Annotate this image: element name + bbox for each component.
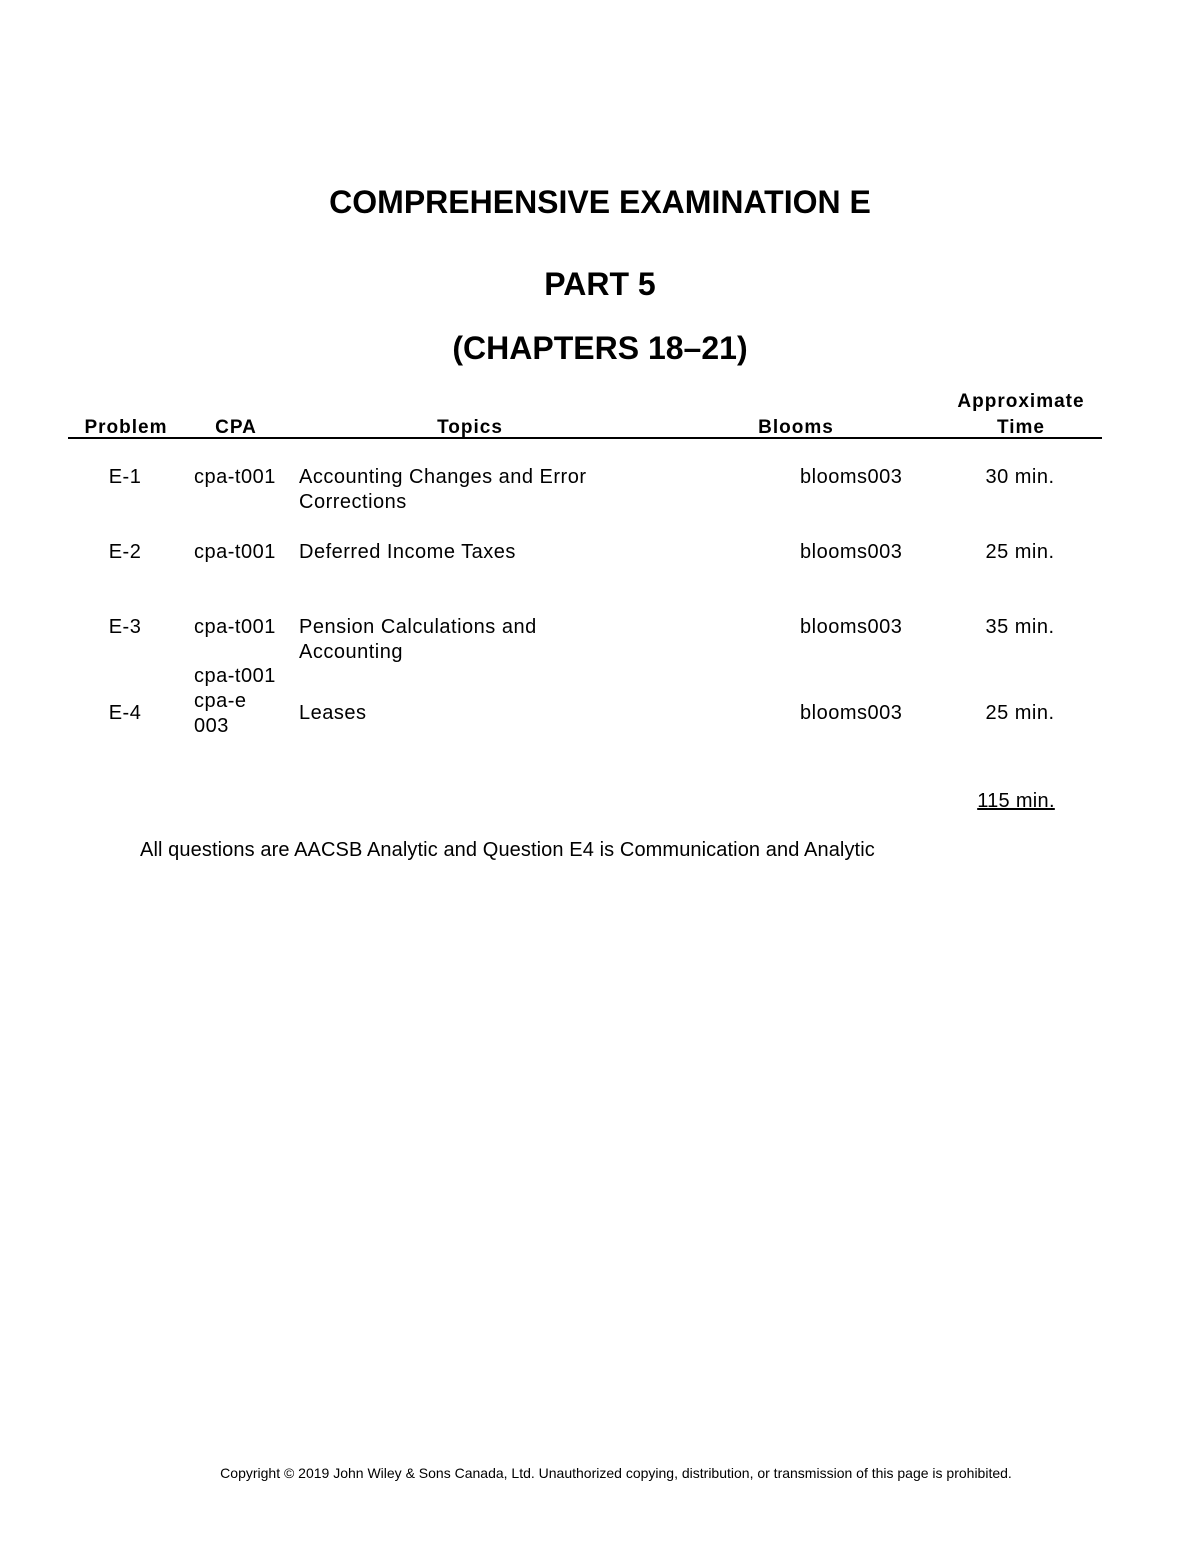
row2-topic: Deferred Income Taxes xyxy=(299,541,516,563)
row4-cpa: cpa-t001 xyxy=(194,665,276,687)
header-time-line1: Approximate xyxy=(957,391,1085,412)
header-rule xyxy=(68,437,1102,439)
row2-time: 25 min. xyxy=(985,541,1055,563)
row3-blooms: blooms003 xyxy=(800,616,903,638)
row4-blooms: blooms003 xyxy=(800,702,903,724)
row3-cpa: cpa-t001 xyxy=(194,616,276,638)
total-time: 115 min. xyxy=(977,790,1055,812)
row3-problem: E-3 xyxy=(108,616,142,638)
row4-topic: Leases xyxy=(299,702,367,724)
row1-time: 30 min. xyxy=(985,466,1055,488)
row2-problem: E-2 xyxy=(108,541,142,563)
copyright-footer: Copyright © 2019 John Wiley & Sons Canada, Ltd. Unauthorized copying, distribution, or transmission of this page is prohibited. xyxy=(220,1465,1012,1481)
row4-time: 25 min. xyxy=(985,702,1055,724)
header-problem: Problem xyxy=(84,417,168,438)
header-topics: Topics xyxy=(437,417,503,438)
part-heading: PART 5 xyxy=(544,266,656,302)
document-title: COMPREHENSIVE EXAMINATION E xyxy=(329,184,871,220)
row1-problem: E-1 xyxy=(108,466,142,488)
row2-blooms: blooms003 xyxy=(800,541,903,563)
chapters-heading: (CHAPTERS 18–21) xyxy=(452,330,748,366)
header-blooms: Blooms xyxy=(758,417,834,438)
row2-cpa: cpa-t001 xyxy=(194,541,276,563)
row4-problem: E-4 xyxy=(108,702,142,724)
row3-topic: Pension Calculations and Accounting xyxy=(299,616,537,663)
header-time-line2: Time xyxy=(996,417,1045,438)
row4-cpa-second: cpa-e003 xyxy=(194,690,247,737)
header-cpa: CPA xyxy=(215,417,257,438)
row3-time: 35 min. xyxy=(985,616,1055,638)
row1-topic: Accounting Changes and Error Corrections xyxy=(299,466,587,513)
aacsb-note: All questions are AACSB Analytic and Question E4 is Communication and Analytic xyxy=(140,839,875,861)
row1-cpa: cpa-t001 xyxy=(194,466,276,488)
row1-blooms: blooms003 xyxy=(800,466,903,488)
